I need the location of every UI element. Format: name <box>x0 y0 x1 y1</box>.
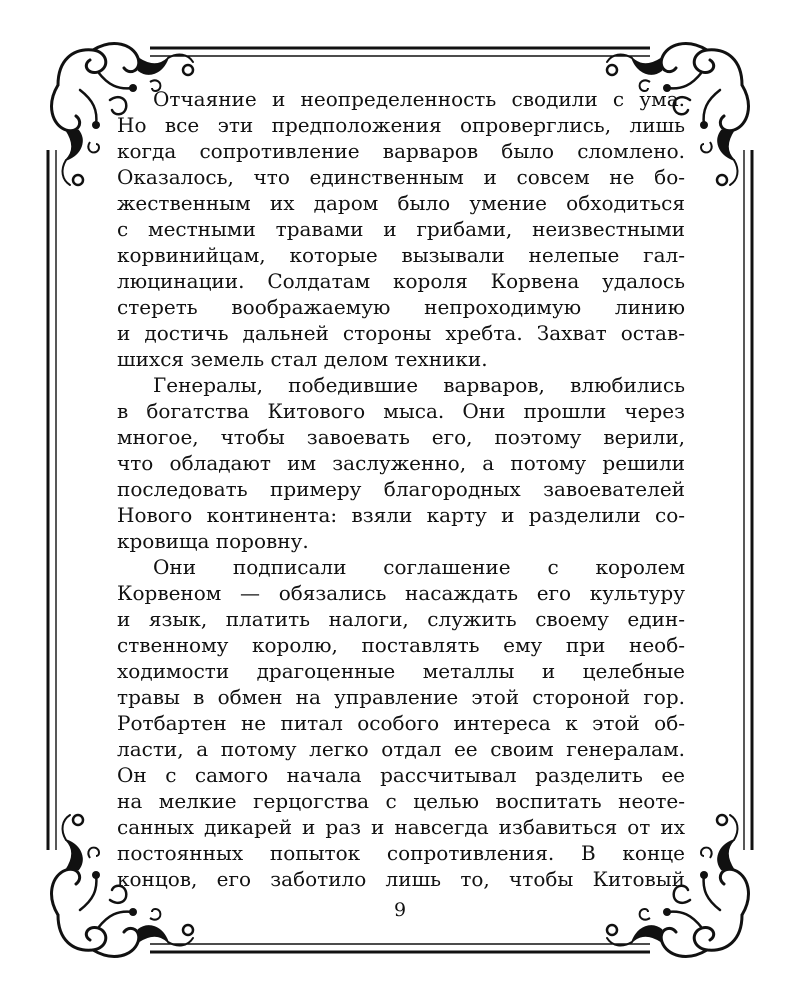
text-line: и достичь дальней стороны хребта. Захват остав- <box>117 321 685 345</box>
text-line: ственному королю, поставлять ему при необ- <box>117 633 685 657</box>
text-line: Нового континента: взяли карту и разделили со- <box>117 503 685 527</box>
text-line: с местными травами и грибами, неизвестными <box>117 217 685 241</box>
text-line: травы в обмен на управление этой стороной гор. <box>117 685 685 709</box>
text-line: ласти, а потому легко отдал ее своим генералам. <box>117 737 685 761</box>
text-line: последовать примеру благородных завоевателей <box>117 477 685 501</box>
page-number: 9 <box>393 899 407 921</box>
text-line: в богатства Китового мыса. Они прошли через <box>117 399 685 423</box>
text-line: люцинации. Солдатам короля Корвена удалось <box>117 269 685 293</box>
text-line: жественным их даром было умение обходиться <box>117 191 685 215</box>
text-line: Но все эти предположения опроверглись, лишь <box>117 113 685 137</box>
paragraph <box>117 86 685 372</box>
text-line: шихся земель стал делом техники. <box>117 347 488 371</box>
body-text <box>117 86 685 896</box>
paragraph <box>117 554 685 892</box>
text-line: корвинийцам, которые вызывали нелепые гал- <box>117 243 685 267</box>
text-line: на мелкие герцогства с целью воспитать неоте- <box>117 789 685 813</box>
text-line: когда сопротивление варваров было сломлено. <box>117 139 685 163</box>
text-line: Корвеном — обязались насаждать его культуру <box>117 581 685 605</box>
text-line: концов, его заботило лишь то, чтобы Китовый <box>117 867 685 891</box>
text-line: стереть воображаемую непроходимую линию <box>117 295 685 319</box>
text-line: кровища поровну. <box>117 529 309 553</box>
text-line: многое, чтобы завоевать его, поэтому верили, <box>117 425 685 449</box>
text-line: Ротбартен не питал особого интереса к этой об- <box>117 711 685 735</box>
paragraph <box>117 372 685 554</box>
text-line: Оказалось, что единственным и совсем не бо- <box>117 165 685 189</box>
text-line: Генералы, победившие варваров, влюбились <box>153 373 685 397</box>
text-line: Отчаяние и неопределенность сводили с ума. <box>153 87 685 111</box>
text-line: постоянных попыток сопротивления. В конце <box>117 841 685 865</box>
text-line: Он с самого начала рассчитывал разделить ее <box>117 763 685 787</box>
text-line: Они подписали соглашение с королем <box>153 555 685 579</box>
text-line: что обладают им заслуженно, а потому решили <box>117 451 685 475</box>
text-line: и язык, платить налоги, служить своему един- <box>117 607 685 631</box>
text-line: ходимости драгоценные металлы и целебные <box>117 659 685 683</box>
text-line: санных дикарей и раз и навсегда избавиться от их <box>117 815 685 839</box>
